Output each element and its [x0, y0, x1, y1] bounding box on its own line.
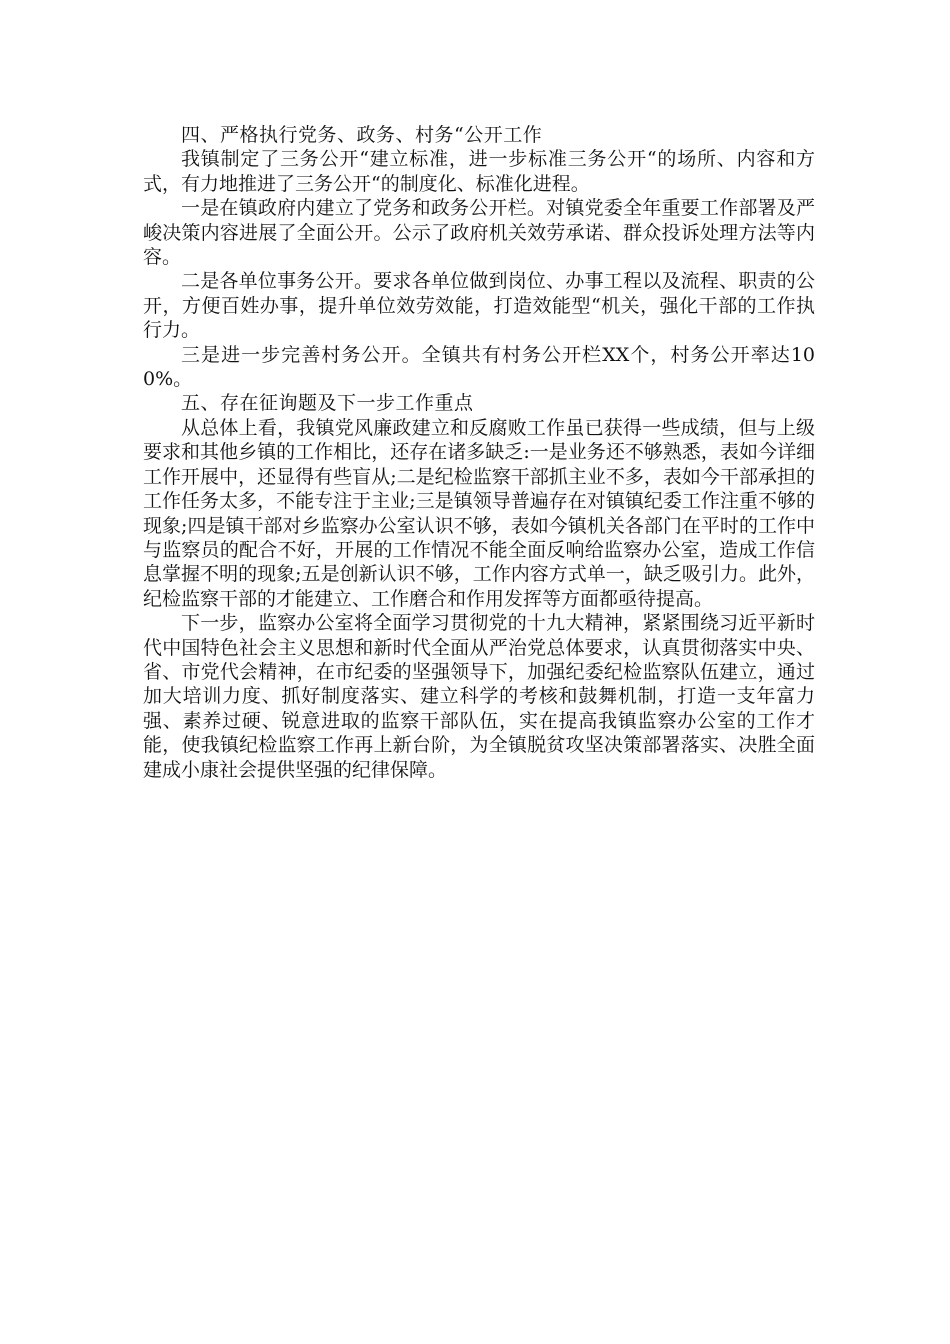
paragraph: 一是在镇政府内建立了党务和政务公开栏。对镇党委全年重要工作部署及严峻决策内容进展了全面公开。公示了政府机关效劳承诺、群众投诉处理方法等内容。	[143, 197, 815, 269]
paragraph: 我镇制定了三务公开“建立标准，进一步标准三务公开“的场所、内容和方式，有力地推进了三务公开“的制度化、标准化进程。	[143, 148, 815, 195]
section-heading-five: 五、存在征询题及下一步工作重点	[181, 392, 474, 415]
paragraph: 二是各单位事务公开。要求各单位做到岗位、办事工程以及流程、职责的公开，方便百姓办事，提升单位效劳效能，打造效能型“机关，强化干部的工作执行力。	[143, 270, 815, 342]
paragraph: 三是进一步完善村务公开。全镇共有村务公开栏XX个，村务公开率达100%。	[143, 343, 815, 391]
paragraph: 下一步，监察办公室将全面学习贯彻党的十九大精神，紧紧围绕习近平新时代中国特色社会主义思想和新时代全面从严治党总体要求，认真贯彻落实中央、省、市党代会精神，在市纪委的坚强领导下，加强纪委纪检监察队伍建立，通过加大培训力度、抓好制度落实、建立科学的考核和鼓舞机制，打造一支年富力强、素养过硬、锐意进取的监察干部队伍，实在提高我镇监察办公室的工作才能，使我镇纪检监察工作再上新台阶，为全镇脱贫攻坚决策部署落实、决胜全面建成小康社会提供坚强的纪律保障。	[143, 612, 815, 781]
document-body	[143, 123, 815, 782]
section-heading-four: 四、严格执行党务、政务、村务“公开工作	[181, 124, 543, 146]
paragraph: 从总体上看，我镇党风廉政建立和反腐败工作虽已获得一些成绩，但与上级要求和其他乡镇的工作相比，还存在诸多缺乏:一是业务还不够熟悉，表如今详细工作开展中，还显得有些盲从;二是纪检监察干部抓主业不多，表如今干部承担的工作任务太多，不能专注于主业;三是镇领导普遍存在对镇镇纪委工作注重不够的现象;四是镇干部对乡监察办公室认识不够，表如今镇机关各部门在平时的工作中与监察员的配合不好，开展的工作情况不能全面反响给监察办公室，造成工作信息掌握不明的现象;五是创新认识不够，工作内容方式单一，缺乏吸引力。此外，纪检监察干部的才能建立、工作磨合和作用发挥等方面都亟待提高。	[143, 416, 815, 610]
